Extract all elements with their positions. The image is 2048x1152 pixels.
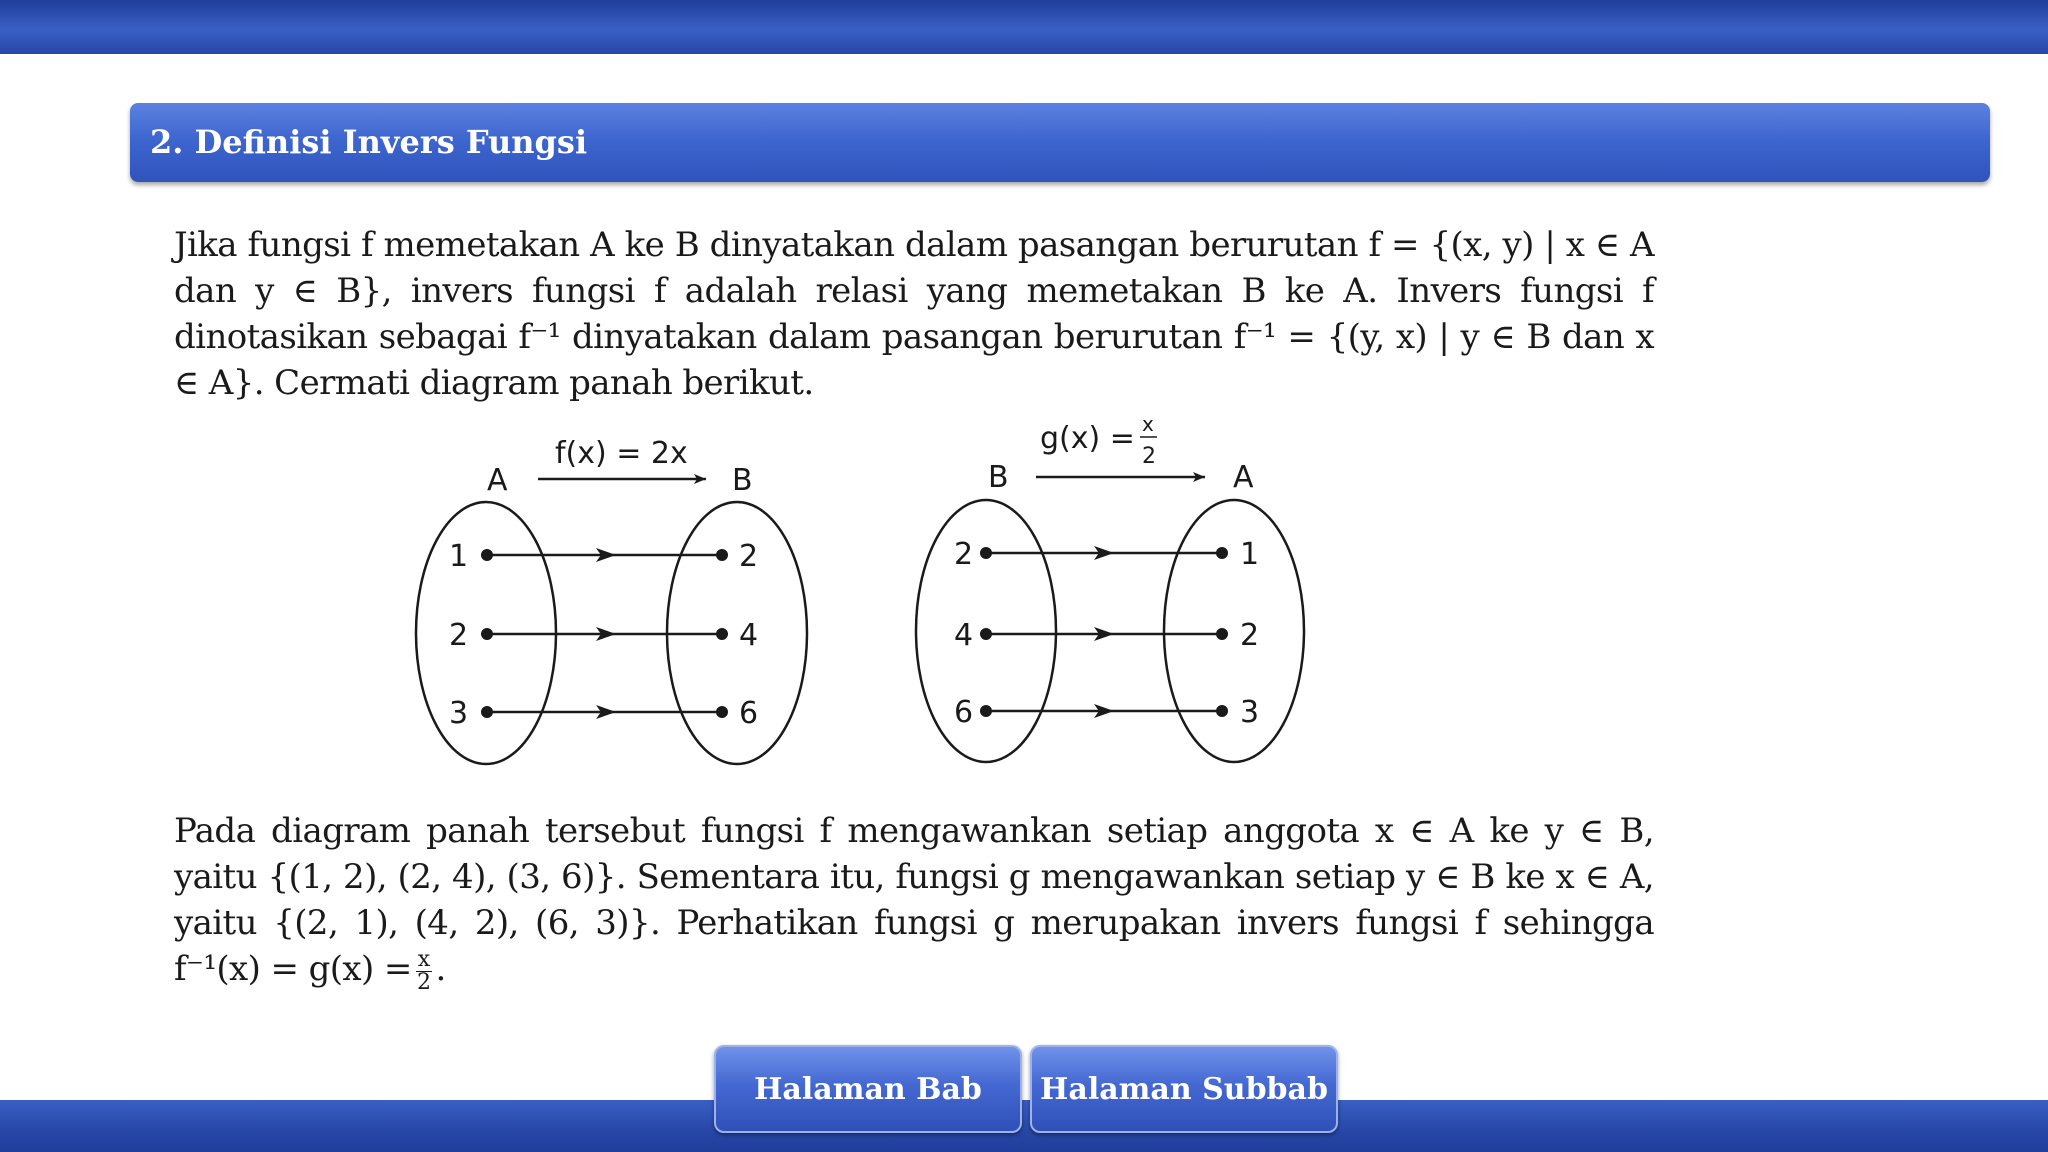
point — [980, 705, 992, 717]
element-a: 3 — [1240, 695, 1260, 730]
formula-text: f⁻¹(x) = g(x) = — [174, 949, 412, 989]
set-a-label: A — [487, 463, 508, 498]
point — [980, 547, 992, 559]
point — [481, 706, 493, 718]
bottom-band — [0, 1100, 2048, 1152]
point — [1216, 547, 1228, 559]
point — [481, 628, 493, 640]
point — [1216, 628, 1228, 640]
fraction — [416, 946, 432, 995]
explanation-text: Pada diagram panah tersebut fungsi f mengawankan setiap anggota x ∈ A ke y ∈ B, yaitu {(1, 2), (2, 4), (3, 6)}. Sementara itu, fungsi g mengawankan setiap y ∈ B ke x ∈ A, yaitu {(2, 1), (4, 2), (6, 3)}. Perhatikan fungsi g merupakan invers fungsi f sehingga — [174, 811, 1654, 943]
element-a: 1 — [449, 539, 469, 574]
set-b-label: B — [732, 463, 753, 498]
subchapter-page-button[interactable]: Halaman Subbab — [1030, 1045, 1338, 1133]
element-b: 6 — [954, 695, 974, 730]
formula-end: . — [435, 949, 446, 989]
top-band — [0, 0, 2048, 54]
element-a: 3 — [449, 696, 469, 731]
element-a: 2 — [1240, 618, 1260, 653]
explanation-paragraph — [174, 808, 1654, 994]
function-f-label: f(x) = 2x — [555, 436, 688, 471]
element-a: 2 — [449, 618, 469, 653]
element-b: 2 — [739, 539, 759, 574]
fraction-numerator: x — [417, 946, 430, 972]
element-b: 4 — [739, 618, 759, 653]
point — [481, 549, 493, 561]
set-a-oval — [1164, 500, 1304, 762]
point — [716, 706, 728, 718]
set-b-label: B — [988, 460, 1009, 495]
fraction-numerator: x — [1142, 412, 1154, 436]
arrow-diagrams — [0, 400, 2048, 780]
inverse-formula — [174, 946, 446, 995]
point — [1216, 705, 1228, 717]
fraction-denominator: 2 — [416, 969, 431, 995]
function-g-label: g(x) = — [1040, 421, 1135, 456]
section-title: 2. Definisi Invers Fungsi — [150, 123, 588, 161]
element-b: 4 — [954, 618, 974, 653]
point — [980, 628, 992, 640]
section-header — [130, 103, 1990, 182]
element-b: 2 — [954, 537, 974, 572]
definition-paragraph: Jika fungsi f memetakan A ke B dinyatakan dalam pasangan berurutan f = {(x, y) | x ∈ A dan y ∈ B}, invers fungsi f adalah relasi yang memetakan B ke A. Invers fungsi f dinotasikan sebagai f⁻¹ dinyatakan dalam pasangan berurutan f⁻¹ = {(y, x) | y ∈ B dan x ∈ A}. Cermati diagram panah berikut. — [174, 225, 1654, 403]
element-b: 6 — [739, 696, 759, 731]
set-a-label: A — [1233, 460, 1254, 495]
fraction-denominator: 2 — [1142, 444, 1156, 469]
chapter-page-button[interactable]: Halaman Bab — [714, 1045, 1022, 1133]
point — [716, 628, 728, 640]
point — [716, 549, 728, 561]
element-a: 1 — [1240, 537, 1260, 572]
